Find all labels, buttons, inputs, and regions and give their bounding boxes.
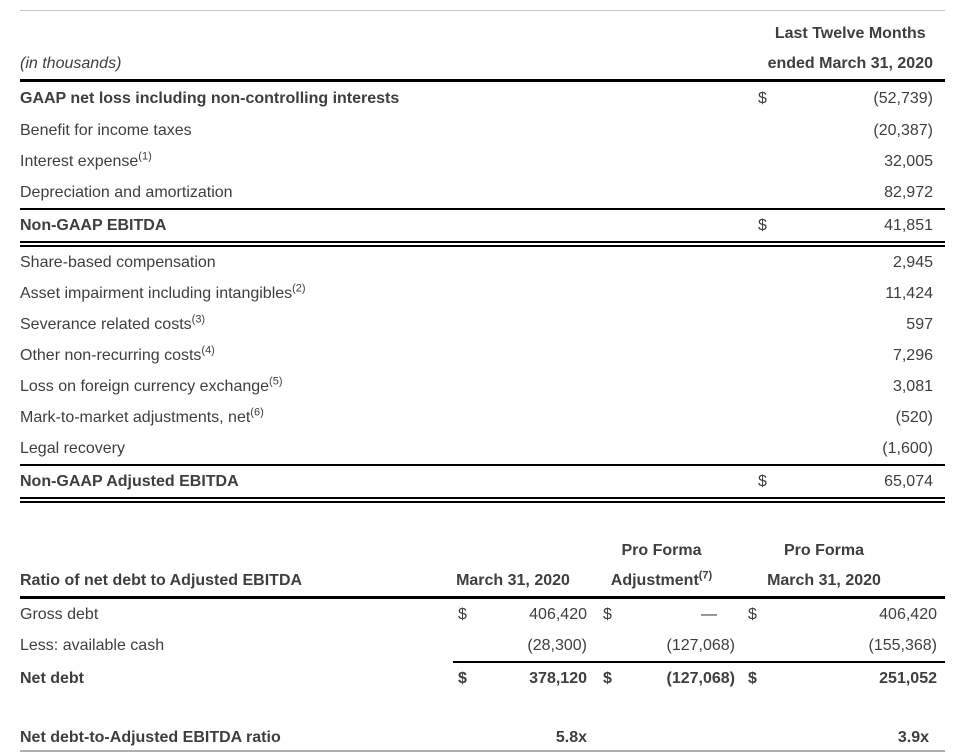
row-value: (52,739) (873, 89, 933, 107)
row-value: (1,600) (882, 439, 933, 457)
ratio-table-title: Ratio of net debt to Adjusted EBITDA (20, 572, 303, 589)
row-amount (758, 184, 945, 202)
cell-value: 406,420 (879, 605, 937, 623)
table-row (20, 309, 945, 340)
cell-proforma-march-2020 (748, 606, 945, 624)
row-label (20, 282, 758, 303)
cell-value: (28,300) (527, 636, 587, 654)
table-row-total (20, 466, 945, 497)
row-amount (758, 90, 945, 108)
table-row (20, 340, 945, 371)
row-label-text: Interest expense (20, 152, 139, 170)
currency-symbol: $ (758, 472, 767, 490)
column-header-proforma-adjustment (603, 536, 740, 596)
ratio-table-header (20, 530, 945, 599)
row-label (20, 313, 758, 334)
unit-note: (in thousands) (20, 55, 122, 72)
row-label: Benefit for income taxes (20, 121, 192, 139)
table-row (20, 82, 945, 115)
reconciliation-table-header (20, 10, 945, 82)
column-header-line1: Pro Forma (621, 542, 702, 559)
row-label: Less: available cash (20, 636, 165, 654)
row-value: 597 (906, 315, 933, 333)
table-row (20, 402, 945, 433)
row-value: 2,945 (892, 253, 933, 271)
cell-proforma-march-2020 (748, 670, 945, 688)
row-value: 82,972 (884, 183, 933, 201)
row-label-text: Mark-to-market adjustments, net (20, 408, 251, 426)
bottom-rule (20, 750, 945, 752)
currency-symbol: $ (603, 669, 612, 687)
cell-proforma-adjustment (603, 606, 740, 624)
row-label: Non-GAAP EBITDA (20, 216, 167, 234)
ebitda-reconciliation-table (20, 10, 945, 503)
cell-value: — (701, 605, 717, 623)
row-amount (758, 378, 945, 396)
row-spacer (20, 694, 945, 722)
cell-march-2020 (450, 606, 592, 624)
footnote-marker: (2) (292, 282, 306, 295)
row-amount (758, 254, 945, 272)
row-amount (758, 440, 945, 458)
cell-value: 251,052 (879, 669, 937, 687)
table-row (20, 247, 945, 278)
column-header-line2 (603, 566, 720, 596)
column-header-proforma-march-2020 (748, 536, 945, 596)
row-value: (20,387) (873, 121, 933, 139)
row-amount (758, 122, 945, 140)
table-row-total (20, 663, 945, 694)
cell-proforma-march-2020 (748, 637, 945, 655)
row-value: 11,424 (885, 284, 933, 302)
table-row (20, 630, 945, 661)
row-value: 41,851 (884, 216, 933, 234)
table-row (20, 371, 945, 402)
currency-symbol: $ (748, 605, 757, 623)
footnote-marker: (5) (269, 375, 283, 388)
currency-symbol: $ (748, 669, 757, 687)
column-header-line1: Pro Forma (783, 542, 864, 559)
period-column-header (768, 19, 945, 79)
row-label: GAAP net loss including non-controlling interests (20, 89, 400, 107)
row-amount (758, 347, 945, 365)
row-label: Share-based compensation (20, 253, 216, 271)
row-label (20, 375, 758, 396)
cell-march-2020 (450, 637, 592, 655)
table-row (20, 278, 945, 309)
row-value: 32,005 (884, 152, 933, 170)
column-header-march-2020 (450, 566, 592, 596)
table-row-subtotal (20, 210, 945, 241)
currency-symbol: $ (603, 605, 612, 623)
row-label-text: Loss on foreign currency exchange (20, 377, 270, 395)
row-label (20, 344, 758, 365)
row-label-text: Asset impairment including intangibles (20, 284, 293, 302)
table-row (20, 433, 945, 464)
period-header-line2: ended March 31, 2020 (767, 55, 933, 72)
cell-proforma-adjustment (603, 670, 740, 688)
row-amount (758, 409, 945, 427)
net-debt-ratio-table (20, 530, 945, 753)
cell-proforma-adjustment (603, 637, 740, 655)
currency-symbol: $ (758, 89, 767, 107)
cell-proforma-march-2020 (748, 729, 945, 747)
cell-value: 5.8x (555, 728, 587, 746)
row-label-text: Other non-recurring costs (20, 346, 202, 364)
row-amount (758, 153, 945, 171)
table-row (20, 146, 945, 177)
currency-symbol: $ (758, 216, 767, 234)
row-label (20, 150, 758, 171)
cell-value: (127,068) (666, 669, 735, 687)
row-label-text: Severance related costs (20, 315, 192, 333)
footnote-marker: (1) (138, 150, 152, 163)
row-amount (758, 285, 945, 303)
table-row (20, 177, 945, 208)
row-amount (758, 316, 945, 334)
row-amount (758, 217, 945, 235)
currency-symbol: $ (458, 605, 467, 623)
period-header-line1: Last Twelve Months (774, 25, 926, 42)
cell-march-2020 (450, 729, 592, 747)
footnote-marker: (6) (250, 406, 264, 419)
cell-value: 406,420 (529, 605, 587, 623)
table-row (20, 599, 945, 630)
column-header-text: March 31, 2020 (456, 572, 570, 589)
table-row (20, 115, 945, 146)
row-label: Non-GAAP Adjusted EBITDA (20, 472, 239, 490)
row-value: 7,296 (892, 346, 933, 364)
double-rule (20, 497, 945, 503)
footnote-marker: (7) (698, 569, 713, 582)
row-label: Gross debt (20, 605, 99, 623)
row-label: Net debt-to-Adjusted EBITDA ratio (20, 728, 281, 746)
row-label: Depreciation and amortization (20, 183, 233, 201)
currency-symbol: $ (458, 669, 467, 687)
cell-value: 3.9x (897, 728, 929, 746)
row-label: Net debt (20, 669, 84, 687)
row-value: (520) (895, 408, 933, 426)
row-label: Legal recovery (20, 439, 125, 457)
footnote-marker: (4) (201, 344, 215, 357)
cell-value: (127,068) (666, 636, 735, 654)
column-header-text: Adjustment (610, 572, 699, 589)
footnote-marker: (3) (191, 313, 206, 326)
row-value: 65,074 (884, 472, 933, 490)
column-header-line2: March 31, 2020 (767, 572, 881, 589)
row-label (20, 406, 758, 427)
row-value: 3,081 (892, 377, 933, 395)
cell-value: 378,120 (529, 669, 587, 687)
row-amount (758, 473, 945, 491)
cell-march-2020 (450, 670, 592, 688)
cell-value: (155,368) (868, 636, 937, 654)
ratio-row (20, 722, 945, 753)
